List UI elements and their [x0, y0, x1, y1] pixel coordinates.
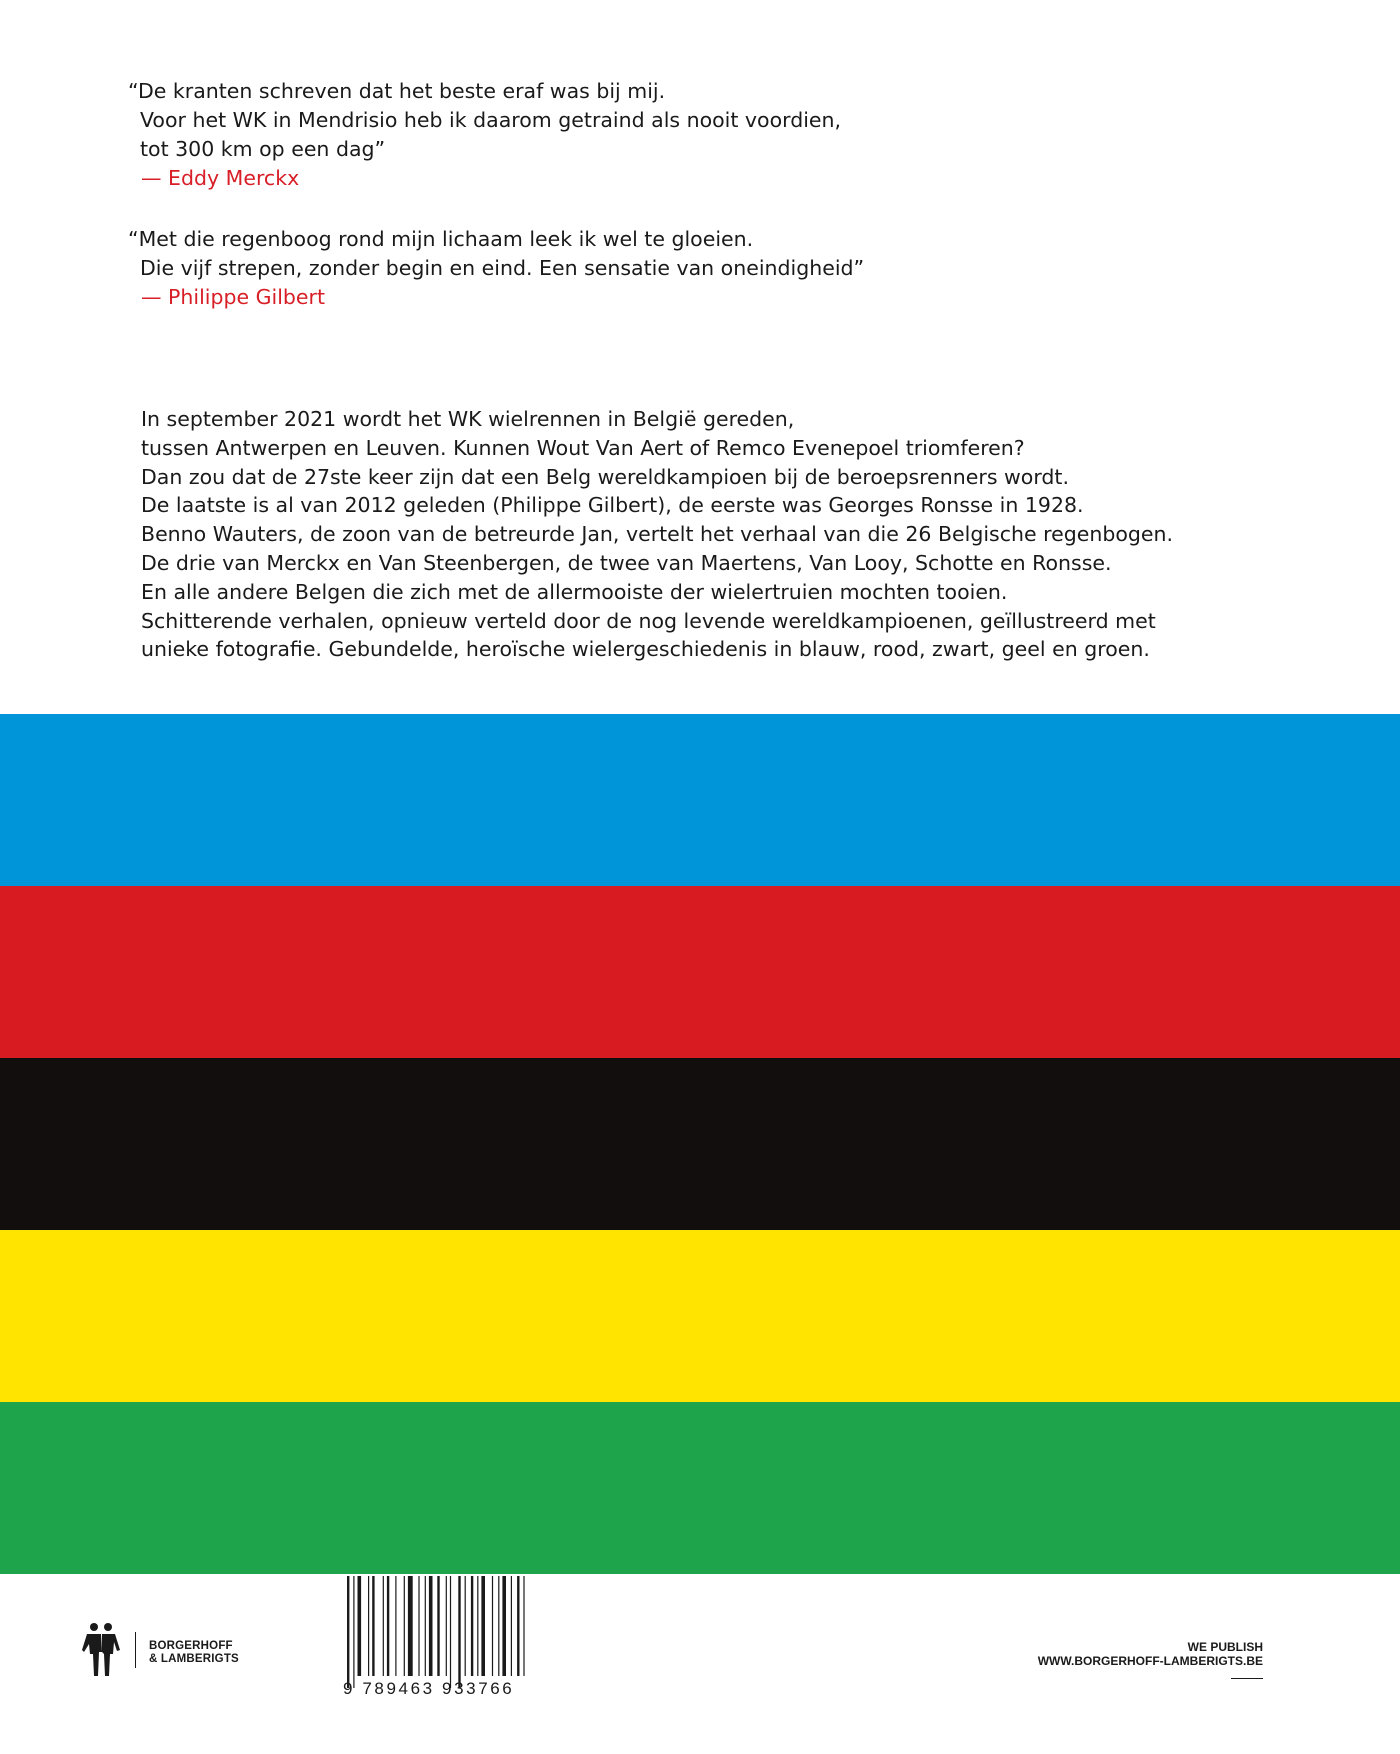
barcode-bar — [450, 1576, 451, 1688]
barcode-bar — [408, 1576, 413, 1676]
barcode-bar — [404, 1576, 405, 1676]
stripe-black — [0, 1058, 1400, 1230]
barcode-bar — [477, 1576, 478, 1676]
barcode-bar — [353, 1576, 354, 1688]
stripe-blue — [0, 714, 1400, 886]
barcode-bar — [471, 1576, 473, 1676]
blurb-line: De drie van Merckx en Van Steenbergen, de twee van Maertens, Van Looy, Schotte en Ronsse. — [141, 550, 1112, 575]
barcode-bar — [425, 1576, 426, 1676]
back-cover-footer — [0, 1576, 1400, 1754]
blurb-line: Dan zou dat de 27ste keer zijn dat een Belg wereldkampioen bij de beroepsrenners wordt. — [141, 464, 1069, 489]
logo-line: BORGERHOFF — [149, 1640, 233, 1652]
barcode-bar — [511, 1576, 512, 1676]
barcode-bar — [418, 1576, 419, 1676]
quote-line: tot 300 km op een dag” — [140, 137, 386, 161]
publisher-info — [1038, 1640, 1263, 1668]
logo-divider — [135, 1632, 136, 1668]
quote-author: — Eddy Merckx — [141, 166, 300, 190]
logo-line: & LAMBERIGTS — [149, 1653, 239, 1665]
blurb-line: Schitterende verhalen, opnieuw verteld door de nog levende wereldkampioenen, geïllustreerd met — [141, 608, 1156, 633]
blurb-line: En alle andere Belgen die zich met de allermooiste der wielertruien mochten tooien. — [141, 579, 1008, 604]
barcode-bar — [437, 1576, 439, 1676]
blurb-line: tussen Antwerpen en Leuven. Kunnen Wout Van Aert of Remco Evenepoel triomferen? — [141, 435, 1025, 460]
barcode-bar — [347, 1576, 349, 1688]
quote-author: — Philippe Gilbert — [141, 285, 325, 309]
barcode-bar — [387, 1576, 389, 1676]
publisher-underline — [1231, 1678, 1263, 1679]
publisher-url[interactable]: WWW.BORGERHOFF-LAMBERIGTS.BE — [1037, 1654, 1263, 1668]
isbn-number: 9 789463 933766 — [343, 1679, 515, 1698]
stripe-red — [0, 886, 1400, 1058]
quote-gilbert — [128, 225, 864, 312]
barcode-bar — [523, 1576, 524, 1676]
barcode — [345, 1576, 533, 1688]
quote-line: “De kranten schreven dat het beste eraf was bij mij. — [128, 79, 666, 103]
barcode-bar — [383, 1576, 384, 1676]
publisher-tagline: WE PUBLISH — [1187, 1640, 1263, 1654]
blurb-line: In september 2021 wordt het WK wielrennen in België gereden, — [141, 407, 795, 431]
quote-merckx — [128, 77, 841, 193]
barcode-bar — [395, 1576, 396, 1676]
blurb-line: Benno Wauters, de zoon van de betreurde Jan, vertelt het verhaal van die 26 Belgische regenbogen. — [141, 522, 1174, 547]
quote-line: Voor het WK in Mendrisio heb ik daarom getraind als nooit voordien, — [140, 108, 842, 132]
barcode-bar — [368, 1576, 369, 1676]
barcode-bar — [492, 1576, 493, 1676]
barcode-bar — [358, 1576, 362, 1676]
stripe-yellow — [0, 1230, 1400, 1402]
barcode-bar — [446, 1576, 447, 1676]
barcode-bar — [372, 1576, 374, 1676]
book-blurb — [141, 405, 1173, 664]
publisher-logo-text — [149, 1640, 239, 1666]
barcode-bar — [498, 1576, 499, 1676]
barcode-bar — [481, 1576, 485, 1676]
quote-line: “Met die regenboog rond mijn lichaam leek ik wel te gloeien. — [128, 227, 754, 251]
barcode-bar — [465, 1576, 466, 1676]
barcode-bar — [429, 1576, 433, 1676]
blurb-line: De laatste is al van 2012 geleden (Philippe Gilbert), de eerste was Georges Ronsse in 1928. — [141, 493, 1084, 518]
barcode-bar — [517, 1576, 519, 1676]
barcode-bar — [502, 1576, 506, 1676]
blurb-line: unieke fotografie. Gebundelde, heroïsche wielergeschiedenis in blauw, rood, zwart, geel en groen. — [141, 637, 1150, 662]
barcode-bar — [458, 1576, 460, 1688]
cyclists-logo-icon — [82, 1622, 122, 1678]
stripe-green — [0, 1402, 1400, 1574]
quote-line: Die vijf strepen, zonder begin en eind. Een sensatie van oneindigheid” — [140, 256, 865, 280]
